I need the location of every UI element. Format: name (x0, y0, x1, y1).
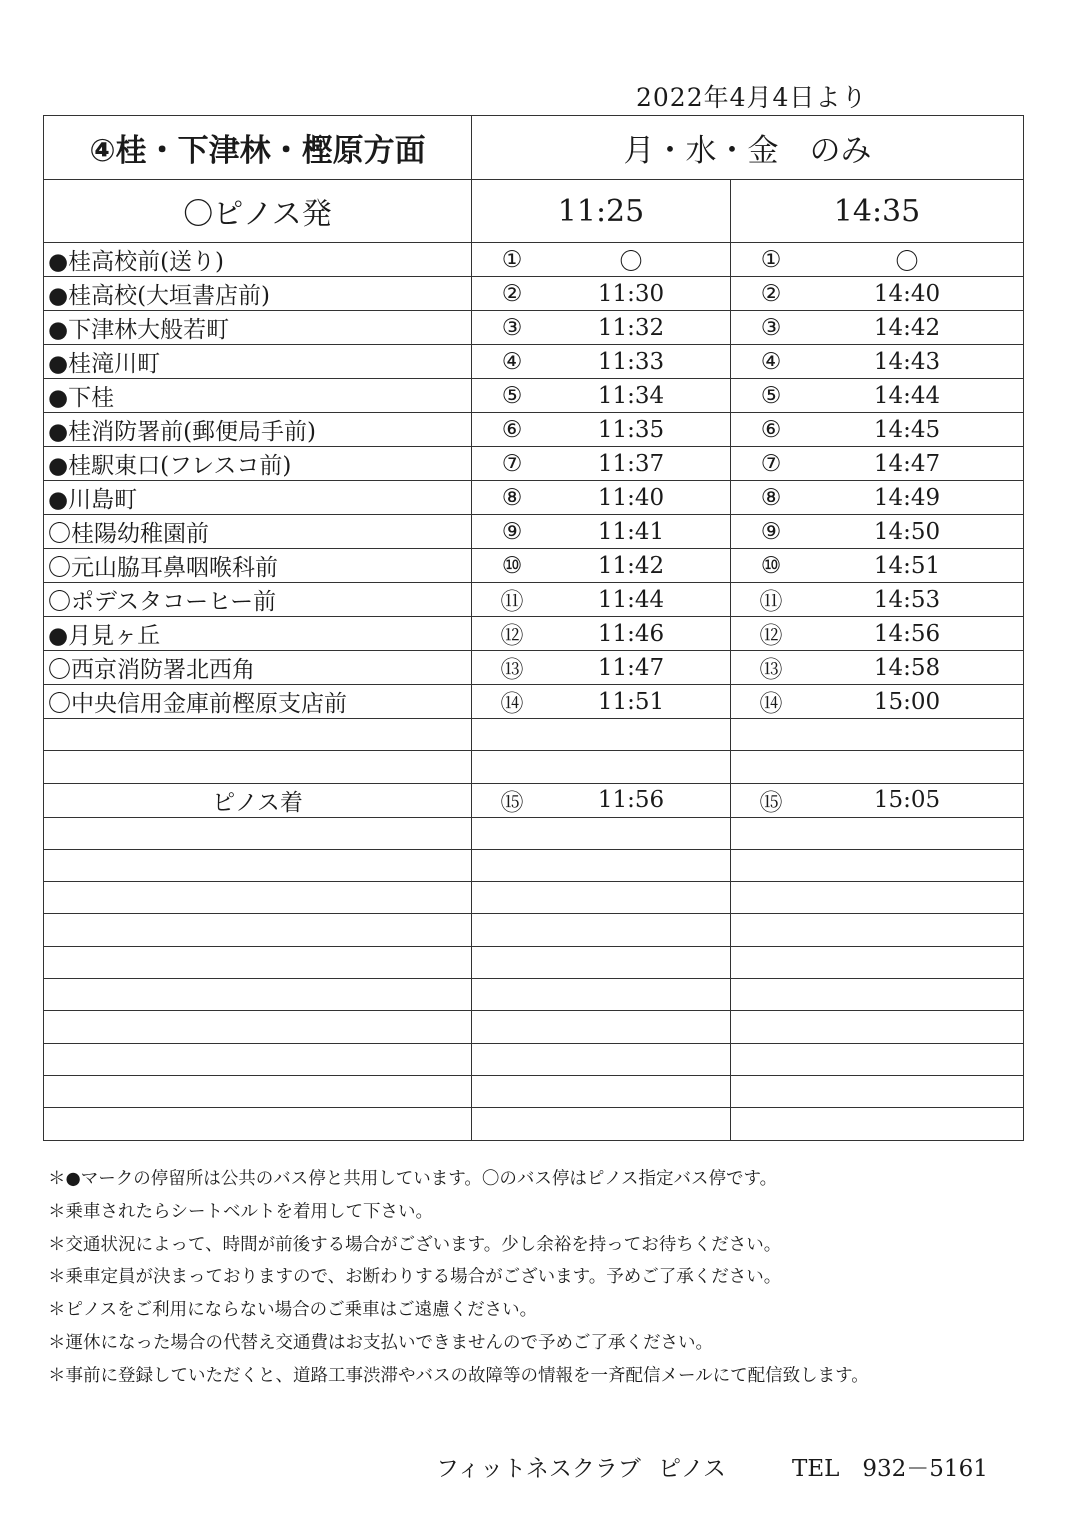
notes (48, 1165, 869, 1395)
stop-time: 14:58 (873, 654, 941, 681)
blank-cell (44, 849, 472, 881)
time-cell-2 (731, 783, 1024, 817)
note-line: ＊事前に登録していただくと、道路工事渋滞やバスの故障等の情報を一斉配信メールにて配信致します。 (48, 1365, 869, 1386)
time-cell-1 (472, 685, 731, 719)
stop-time: 15:05 (873, 787, 941, 814)
stop-time: 11:47 (597, 654, 665, 681)
stop-number: ⑧ (501, 484, 523, 511)
blank-row (44, 849, 1024, 881)
stop-name: ●川島町 (44, 481, 472, 515)
time-cell-2 (731, 447, 1024, 481)
stop-row (44, 413, 1024, 447)
time-cell-1 (472, 515, 731, 549)
stop-number: ⑥ (760, 416, 782, 443)
departure-time-1: 11:25 (472, 180, 731, 243)
stop-name: ●桂高校前(送り) (44, 243, 472, 277)
stop-number: ⑥ (501, 416, 523, 443)
time-cell-1 (472, 651, 731, 685)
blank-cell (731, 817, 1024, 849)
stop-time: 11:34 (597, 382, 665, 409)
stop-row (44, 345, 1024, 379)
time-cell-1 (472, 413, 731, 447)
blank-row (44, 1043, 1024, 1075)
stop-time: 11:32 (597, 314, 665, 341)
stop-number: ① (501, 246, 523, 273)
stop-time: 14:40 (873, 280, 941, 307)
stop-time: 11:42 (597, 552, 665, 579)
time-cell-2 (731, 481, 1024, 515)
time-cell-1 (472, 345, 731, 379)
stop-row (44, 617, 1024, 651)
stop-time: 11:56 (597, 787, 665, 814)
blank-row (44, 882, 1024, 914)
stop-number: ⑤ (501, 382, 523, 409)
blank-cell (731, 1043, 1024, 1075)
blank-cell (472, 751, 731, 783)
stop-number: ⑫ (500, 623, 524, 649)
time-cell-2 (731, 413, 1024, 447)
blank-cell (44, 719, 472, 751)
stop-name: 〇元山脇耳鼻咽喉科前 (44, 549, 472, 583)
stop-time: 11:37 (597, 450, 665, 477)
time-cell-2 (731, 549, 1024, 583)
stop-number: ⑪ (759, 589, 783, 615)
stop-number: ⑫ (759, 623, 783, 649)
blank-cell (472, 882, 731, 914)
stop-number: ⑮ (500, 789, 524, 816)
stop-name: 〇桂陽幼稚園前 (44, 515, 472, 549)
stop-number: ② (501, 280, 523, 307)
stop-number: ④ (760, 348, 782, 375)
stop-number: ⑬ (500, 657, 524, 683)
blank-cell (44, 751, 472, 783)
blank-cell (472, 719, 731, 751)
stop-time: 15:00 (873, 688, 941, 715)
arrival-row (44, 783, 1024, 817)
stop-row (44, 515, 1024, 549)
time-cell-2 (731, 379, 1024, 413)
time-cell-2 (731, 311, 1024, 345)
stop-time: 11:46 (597, 620, 665, 647)
blank-row (44, 1075, 1024, 1107)
stop-row (44, 583, 1024, 617)
route-title: ④桂・下津林・樫原方面 (44, 116, 472, 180)
stop-row (44, 277, 1024, 311)
stop-time: 14:50 (873, 518, 941, 545)
note-line: ＊乗車されたらシートベルトを着用して下さい。 (48, 1201, 433, 1222)
time-cell-1 (472, 277, 731, 311)
time-cell-2 (731, 651, 1024, 685)
blank-cell (731, 719, 1024, 751)
blank-row (44, 1108, 1024, 1140)
blank-cell (731, 946, 1024, 978)
stop-time: 14:42 (873, 314, 941, 341)
stop-name: 〇ポデスタコーヒー前 (44, 583, 472, 617)
blank-cell (731, 1108, 1024, 1140)
blank-cell (44, 1011, 472, 1043)
time-cell-2 (731, 583, 1024, 617)
stop-number: ④ (501, 348, 523, 375)
stop-time: 14:53 (873, 586, 941, 613)
time-cell-1 (472, 243, 731, 277)
stop-number: ① (760, 246, 782, 273)
blank-cell (472, 849, 731, 881)
blank-cell (44, 914, 472, 946)
club-name: ピノス (658, 1456, 726, 1482)
days-label: 月・水・金 のみ (472, 116, 1024, 180)
stop-name: ●桂高校(大垣書店前) (44, 277, 472, 311)
blank-cell (731, 849, 1024, 881)
blank-row (44, 817, 1024, 849)
stop-number: ③ (501, 314, 523, 341)
time-cell-2 (731, 617, 1024, 651)
time-cell-1 (472, 617, 731, 651)
stop-name: 〇中央信用金庫前樫原支店前 (44, 685, 472, 719)
stop-number: ⑮ (759, 789, 783, 816)
note-line: ＊●マークの停留所は公共のバス停と共用しています。〇のバス停はピノス指定バス停です。 (48, 1169, 778, 1189)
stop-number: ⑦ (501, 450, 523, 477)
note-line: ＊乗車定員が決まっておりますので、お断わりする場合がございます。予めご了承ください。 (48, 1267, 782, 1288)
stop-time: 14:51 (873, 552, 941, 579)
stop-number: ⑭ (500, 691, 524, 717)
note-line: ＊ピノスをご利用にならない場合のご乗車はご遠慮ください。 (48, 1300, 538, 1321)
time-cell-1 (472, 549, 731, 583)
stop-row (44, 243, 1024, 277)
stop-name: 〇西京消防署北西角 (44, 651, 472, 685)
time-cell-1 (472, 447, 731, 481)
blank-cell (44, 1108, 472, 1140)
blank-cell (44, 979, 472, 1011)
blank-cell (472, 1011, 731, 1043)
blank-cell (472, 979, 731, 1011)
blank-row (44, 946, 1024, 978)
stop-name: ●下津林大般若町 (44, 311, 472, 345)
stop-name: ●下桂 (44, 379, 472, 413)
blank-cell (731, 1075, 1024, 1107)
time-cell-1 (472, 481, 731, 515)
stop-number: ⑨ (760, 518, 782, 545)
stop-number: ③ (760, 314, 782, 341)
stop-name: ●桂消防署前(郵便局手前) (44, 413, 472, 447)
stop-number: ⑭ (759, 691, 783, 717)
club-label: フィットネスクラブ (436, 1456, 641, 1482)
blank-cell (472, 1075, 731, 1107)
blank-cell (472, 946, 731, 978)
stop-row (44, 311, 1024, 345)
stop-time: 11:44 (597, 586, 665, 613)
stop-name: ●桂駅東口(フレスコ前) (44, 447, 472, 481)
stop-row (44, 447, 1024, 481)
stop-time: 〇 (895, 249, 919, 275)
time-cell-1 (472, 379, 731, 413)
time-cell-2 (731, 277, 1024, 311)
stop-name: ピノス着 (44, 783, 472, 817)
stop-time: 14:45 (873, 416, 941, 443)
blank-row (44, 719, 1024, 751)
time-cell-1 (472, 783, 731, 817)
blank-cell (731, 914, 1024, 946)
departure-label: 〇ピノス発 (44, 180, 472, 243)
stop-time: 11:30 (597, 280, 665, 307)
blank-row (44, 751, 1024, 783)
time-cell-2 (731, 243, 1024, 277)
stop-name: ●桂滝川町 (44, 345, 472, 379)
stop-name: ●月見ヶ丘 (44, 617, 472, 651)
stop-time: 11:40 (597, 484, 665, 511)
stop-row (44, 651, 1024, 685)
stop-row (44, 481, 1024, 515)
time-cell-2 (731, 345, 1024, 379)
stop-time: 14:49 (873, 484, 941, 511)
stop-number: ⑬ (759, 657, 783, 683)
stop-number: ⑪ (500, 589, 524, 615)
departure-time-2: 14:35 (731, 180, 1024, 243)
time-cell-2 (731, 685, 1024, 719)
blank-cell (44, 1075, 472, 1107)
time-cell-1 (472, 311, 731, 345)
phone-number: TEL 932－5161 (792, 1456, 988, 1482)
blank-cell (44, 1043, 472, 1075)
blank-cell (731, 751, 1024, 783)
stop-number: ⑩ (760, 552, 782, 579)
time-cell-1 (472, 583, 731, 617)
departure-row (44, 180, 1024, 243)
blank-cell (731, 1011, 1024, 1043)
stop-number: ⑤ (760, 382, 782, 409)
stop-number: ⑧ (760, 484, 782, 511)
blank-row (44, 914, 1024, 946)
stop-row (44, 549, 1024, 583)
stop-time: 14:43 (873, 348, 941, 375)
stop-time: 〇 (619, 249, 643, 275)
blank-cell (472, 1043, 731, 1075)
blank-row (44, 979, 1024, 1011)
stop-time: 11:33 (597, 348, 665, 375)
stop-time: 11:51 (597, 688, 665, 715)
blank-cell (44, 946, 472, 978)
blank-cell (731, 882, 1024, 914)
note-line: ＊運休になった場合の代替え交通費はお支払いできませんので予めご了承ください。 (48, 1332, 713, 1353)
stop-time: 14:47 (873, 450, 941, 477)
time-cell-2 (731, 515, 1024, 549)
timetable (43, 115, 1024, 1141)
stop-time: 14:56 (873, 620, 941, 647)
blank-cell (731, 979, 1024, 1011)
stop-number: ⑩ (501, 552, 523, 579)
stop-row (44, 379, 1024, 413)
blank-cell (472, 817, 731, 849)
stop-number: ⑨ (501, 518, 523, 545)
stop-number: ② (760, 280, 782, 307)
blank-row (44, 1011, 1024, 1043)
blank-cell (472, 914, 731, 946)
note-line: ＊交通状況によって、時間が前後する場合がございます。少し余裕を持ってお待ちください。 (48, 1234, 782, 1255)
stop-time: 14:44 (873, 382, 941, 409)
stop-row (44, 685, 1024, 719)
footer (436, 1450, 988, 1483)
effective-date: 2022年4月4日より (636, 83, 868, 112)
header-row (44, 116, 1024, 180)
stop-number: ⑦ (760, 450, 782, 477)
blank-cell (44, 817, 472, 849)
stop-time: 11:41 (597, 518, 665, 545)
blank-cell (472, 1108, 731, 1140)
blank-cell (44, 882, 472, 914)
stop-time: 11:35 (597, 416, 665, 443)
